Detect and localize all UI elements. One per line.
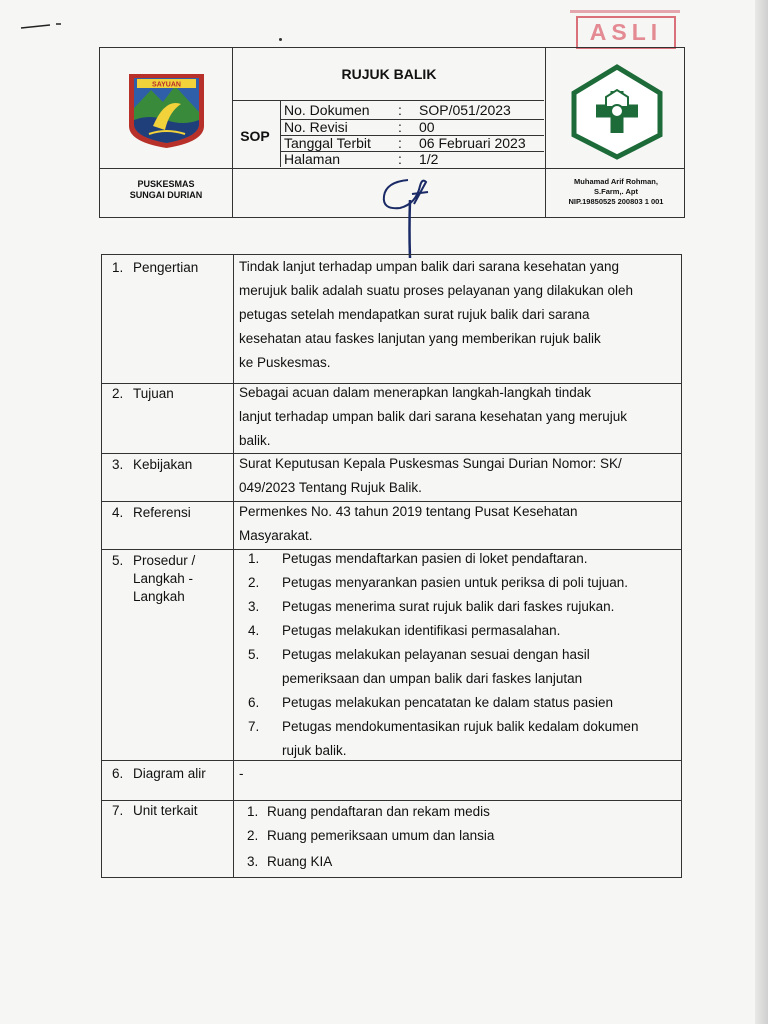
section-label-pengertian: 1. Pengertian — [112, 260, 199, 275]
section-text-kebijakan: Surat Keputusan Kepala Puskesmas Sungai Durian Nomor: SK/ 049/2023 Tentang Rujuk Balik. — [239, 456, 622, 495]
section-label-prosedur-line2: Langkah - — [133, 571, 194, 586]
puskesmas-logo-icon — [568, 63, 666, 161]
related-unit: 1. Ruang pendaftaran dan rekam medis — [247, 804, 490, 819]
org-name: PUSKESMAS SUNGAI DURIAN — [129, 179, 203, 200]
section-text-pengertian: Tindak lanjut terhadap umpan balik dari sarana kesehatan yang merujuk balik adalah suatu proses pelayanan yang dilakukan oleh petugas setelah mendapatkan surat rujuk balik dari sarana kesehatan atau faskes lanjutan yang memberikan rujuk balik ke Puskesmas. — [239, 259, 634, 370]
sop-header: SAYUAN RUJUK BALIK SOP No. Dokumen : SOP/051/2023 No. Revisi : 00 Tanggal Terbit : 06 Februari 2023 Halaman : 1/2 PUSKESMAS SUNGAI DURIAN Muhamad Arif Rohman, S.Farm,. Apt NIP.19850525 200803 1 001 — [99, 47, 685, 218]
svg-text:SAYUAN: SAYUAN — [152, 81, 181, 89]
section-label-unit-terkait: 7. Unit terkait — [112, 803, 198, 818]
page-edge — [755, 0, 768, 1024]
section-text-diagram-alir: - — [239, 766, 244, 781]
section-text-tujuan: Sebagai acuan dalam menerapkan langkah-langkah tindak lanjut terhadap umpan balik dari sarana kesehatan yang merujuk balik. — [239, 385, 627, 448]
ink-mark — [20, 22, 62, 30]
kabupaten-logo-icon — [125, 68, 208, 150]
related-unit: 3. Ruang KIA — [247, 854, 333, 869]
section-label-prosedur: 5. Prosedur / — [112, 553, 196, 568]
sop-content-table: 1. Pengertian Tindak lanjut terhadap umpan balik dari sarana kesehatan yang merujuk balik adalah suatu proses pelayanan yang dilakukan oleh petugas setelah mendapatkan surat rujuk balik dari sarana kesehatan atau faskes lanjutan yang memberikan rujuk balik ke Puskesmas. 2. Tujuan Sebagai acuan dalam menerapkan langkah-langkah tindak lanjut terhadap umpan balik dari sarana kesehatan yang merujuk balik. 3. Kebijakan Surat Keputusan Kepala Puskesmas Sungai Durian Nomor: SK/ 049/2023 Tentang Rujuk Balik. 4. Referensi Permenkes No. 43 tahun 2019 tentang Pusat Kesehatan Masyarakat. 5. Prosedur / Langkah - Langkah 1. Petugas mendaftarkan pasien di loket pendaftaran. 2. Petugas menyarankan pasien untuk periksa di poli tujuan. 3. Petugas menerima surat rujuk balik dari faskes rujukan. 4. Petugas melakukan identifikasi permasalahan. 5. Petugas melakukan pelayanan sesuai dengan hasil pemeriksaan dan umpan balik dari faskes lanjutan 6. Petugas melakukan pencatatan ke dalam status pasien 7. Petugas mendokumentasikan rujuk balik kedalam dokumen rujuk balik. 6. Diagram alir - 7. Unit terkait 1. Ruang pendaftaran dan rekam medis 2. Ruang pemeriksaan umum dan lansia 3. Ruang KIA — [101, 254, 682, 878]
section-label-tujuan: 2. Tujuan — [112, 386, 174, 401]
document-title: RUJUK BALIK — [341, 66, 437, 82]
signer-block: Muhamad Arif Rohman, S.Farm,. Apt NIP.19850525 200803 1 001 — [568, 177, 664, 206]
section-label-kebijakan: 3. Kebijakan — [112, 457, 193, 472]
section-text-referensi: Permenkes No. 43 tahun 2019 tentang Pusat Kesehatan Masyarakat. — [239, 504, 578, 543]
section-label-referensi: 4. Referensi — [112, 505, 191, 520]
sop-label: SOP — [240, 128, 270, 144]
section-label-prosedur-line3: Langkah — [133, 589, 185, 604]
ink-dot — [279, 38, 282, 41]
related-unit: 2. Ruang pemeriksaan umum dan lansia — [247, 828, 495, 843]
stamp-bar — [570, 10, 680, 13]
section-label-diagram-alir: 6. Diagram alir — [112, 766, 206, 781]
asli-stamp: ASLI — [576, 16, 676, 49]
